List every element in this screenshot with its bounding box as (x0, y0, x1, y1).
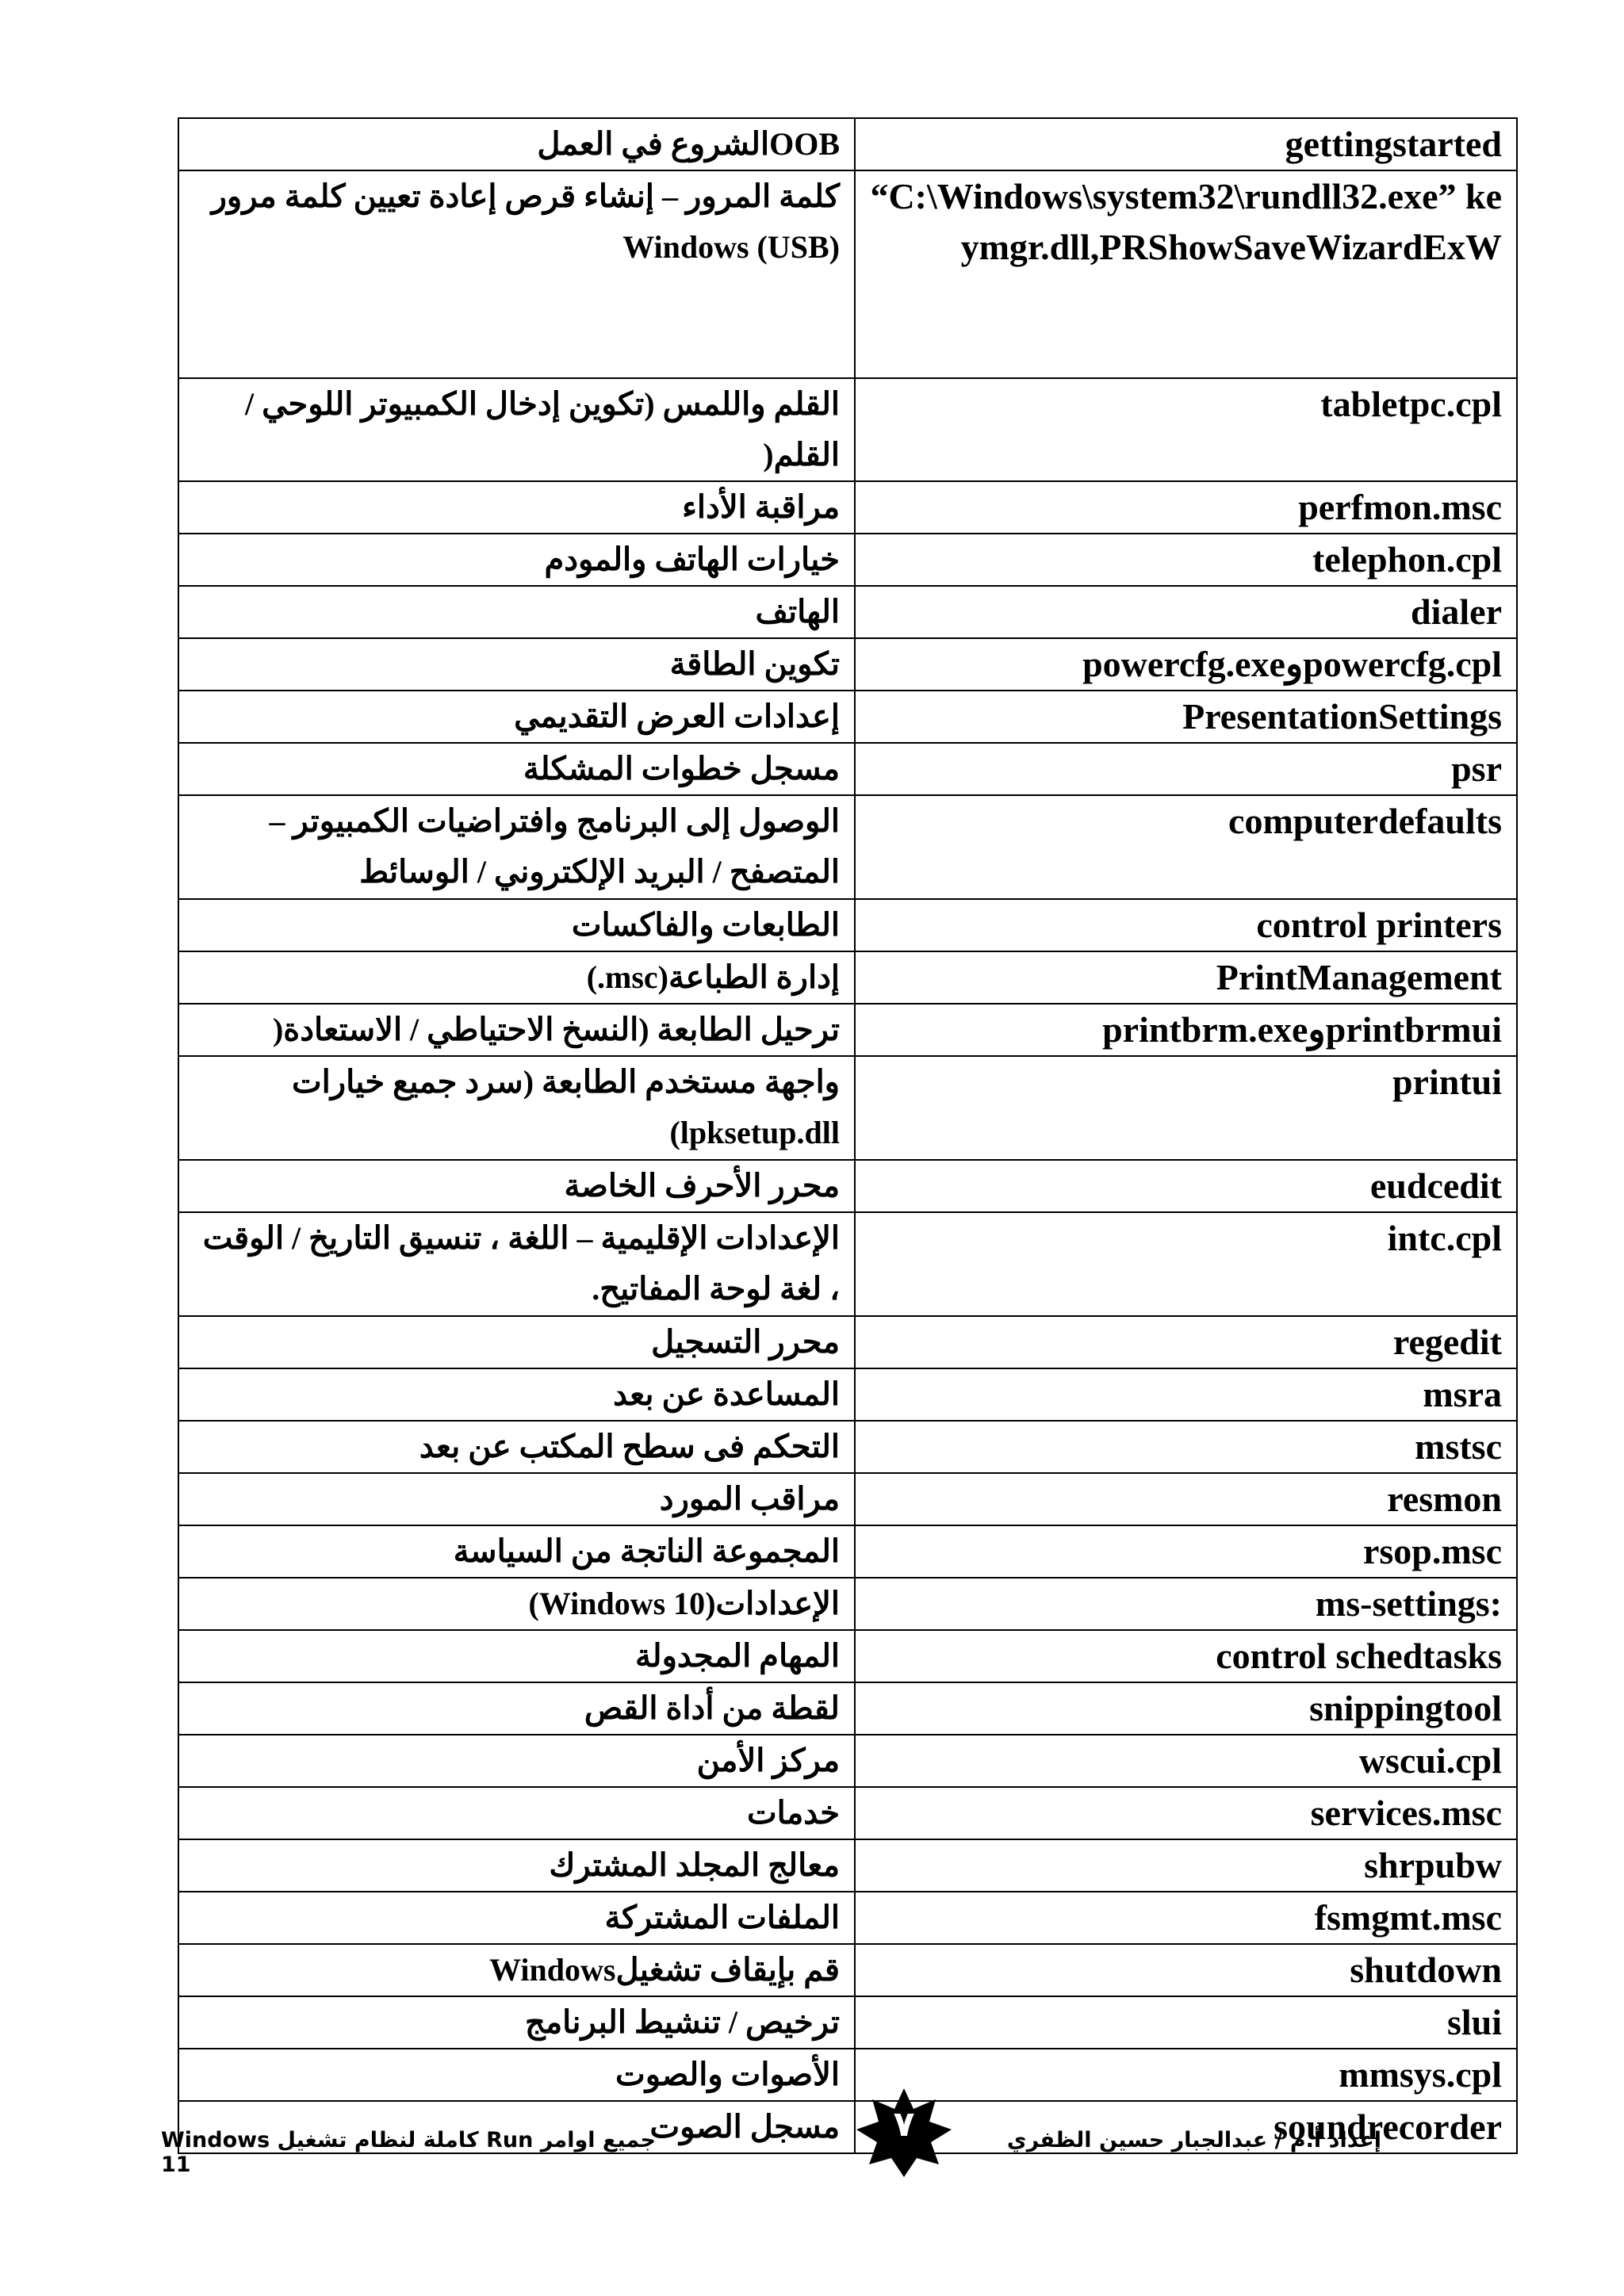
command-cell: control schedtasks (855, 1630, 1517, 1682)
command-cell: regedit (855, 1316, 1517, 1368)
table-row (178, 1368, 1517, 1421)
description-cell: مراقبة الأداء (178, 481, 855, 534)
description-cell: محرر الأحرف الخاصة (178, 1160, 855, 1212)
description-cell: مسجل خطوات المشكلة (178, 743, 855, 795)
command-cell: mstsc (855, 1421, 1517, 1473)
command-cell: services.msc (855, 1787, 1517, 1839)
table-row (178, 1735, 1517, 1787)
description-cell: تكوين الطاقة (178, 638, 855, 691)
table-row (178, 691, 1517, 743)
description-cell: كلمة المرور – إنشاء قرص إعادة تعيين كلمة مرور Windows (USB) (178, 170, 855, 378)
description-cell: القلم واللمس (تكوين إدخال الكمبيوتر اللوحي / القلم( (178, 378, 855, 481)
table-row (178, 1892, 1517, 1944)
command-cell: tabletpc.cpl (855, 378, 1517, 481)
command-cell: mmsys.cpl (855, 2049, 1517, 2101)
command-cell: telephon.cpl (855, 534, 1517, 586)
description-cell: المهام المجدولة (178, 1630, 855, 1682)
table-row (178, 1630, 1517, 1682)
command-cell: fsmgmt.msc (855, 1892, 1517, 1944)
description-cell: الهاتف (178, 586, 855, 638)
command-cell: shutdown (855, 1944, 1517, 1996)
description-cell: الطابعات والفاكسات (178, 899, 855, 951)
description-cell: واجهة مستخدم الطابعة (سرد جميع خيارات lpksetup.dll) (178, 1056, 855, 1160)
table-row (178, 1056, 1517, 1160)
description-cell: الإعدادات(Windows 10) (178, 1578, 855, 1630)
description-cell: إدارة الطباعة(msc.) (178, 951, 855, 1004)
table-row (178, 1839, 1517, 1892)
table-row (178, 743, 1517, 795)
footer-author: إعداد أ.م / عبدالجبار حسين الظفري (1006, 2128, 1381, 2152)
run-commands-table (178, 117, 1518, 2154)
table-row (178, 1525, 1517, 1578)
table-row (178, 1682, 1517, 1735)
description-cell: خيارات الهاتف والمودم (178, 534, 855, 586)
description-cell: محرر التسجيل (178, 1316, 855, 1368)
description-cell: ترخيص / تنشيط البرنامج (178, 1996, 855, 2049)
command-cell: PresentationSettings (855, 691, 1517, 743)
command-cell: rsop.msc (855, 1525, 1517, 1578)
description-cell: مركز الأمن (178, 1735, 855, 1787)
command-cell: printbrm.exeوprintbrmui (855, 1004, 1517, 1056)
description-cell: لقطة من أداة القص (178, 1682, 855, 1735)
description-cell: خدمات (178, 1787, 855, 1839)
command-cell: soundrecorder (855, 2101, 1517, 2153)
table-row (178, 481, 1517, 534)
command-cell: printui (855, 1056, 1517, 1160)
command-cell: dialer (855, 586, 1517, 638)
command-cell: eudcedit (855, 1160, 1517, 1212)
description-cell: قم بإيقاف تشغيلWindows (178, 1944, 855, 1996)
table-row (178, 1421, 1517, 1473)
description-cell: التحكم فى سطح المكتب عن بعد (178, 1421, 855, 1473)
table-row (178, 118, 1517, 170)
table-row (178, 1004, 1517, 1056)
table-row (178, 170, 1517, 378)
command-cell: control printers (855, 899, 1517, 951)
command-cell: msra (855, 1368, 1517, 1421)
command-cell: gettingstarted (855, 118, 1517, 170)
command-cell: computerdefaults (855, 795, 1517, 899)
table-row (178, 1473, 1517, 1525)
table-row (178, 795, 1517, 899)
table-row (178, 2049, 1517, 2101)
table-row (178, 1996, 1517, 2049)
command-cell: slui (855, 1996, 1517, 2049)
description-cell: إعدادات العرض التقديمي (178, 691, 855, 743)
table-row (178, 534, 1517, 586)
table-row (178, 1160, 1517, 1212)
table-row (178, 1316, 1517, 1368)
command-cell: “C:\Windows\system32\rundll32.exe” keymgr.dll,PRShowSaveWizardExW (855, 170, 1517, 378)
command-cell: resmon (855, 1473, 1517, 1525)
description-cell: معالج المجلد المشترك (178, 1839, 855, 1892)
description-cell: المجموعة الناتجة من السياسة (178, 1525, 855, 1578)
table-row (178, 951, 1517, 1004)
description-cell: الوصول إلى البرنامج وافتراضيات الكمبيوتر – المتصفح / البريد الإلكتروني / الوسائط (178, 795, 855, 899)
description-cell: الإعدادات الإقليمية – اللغة ، تنسيق التاريخ / الوقت ، لغة لوحة المفاتيح. (178, 1212, 855, 1316)
command-cell: powercfg.exeوpowercfg.cpl (855, 638, 1517, 691)
description-cell: ترحيل الطابعة (النسخ الاحتياطي / الاستعادة( (178, 1004, 855, 1056)
description-cell: مراقب المورد (178, 1473, 855, 1525)
table-row (178, 638, 1517, 691)
command-cell: shrpubw (855, 1839, 1517, 1892)
command-cell: snippingtool (855, 1682, 1517, 1735)
page-number: ٧ (893, 2104, 915, 2145)
command-cell: PrintManagement (855, 951, 1517, 1004)
table-row (178, 1944, 1517, 1996)
command-cell: wscui.cpl (855, 1735, 1517, 1787)
table-row (178, 899, 1517, 951)
command-cell: perfmon.msc (855, 481, 1517, 534)
description-cell: مسجل الصوت (178, 2101, 855, 2153)
table-row (178, 1578, 1517, 1630)
table-row (178, 1212, 1517, 1316)
description-cell: OOBالشروع في العمل (178, 118, 855, 170)
table-row (178, 1787, 1517, 1839)
command-cell: psr (855, 743, 1517, 795)
command-cell: ms-settings: (855, 1578, 1517, 1630)
command-cell: intc.cpl (855, 1212, 1517, 1316)
footer-document-title: جميع اوامر Run كاملة لنظام تشغيل Windows 11 (161, 2128, 656, 2177)
table-row (178, 378, 1517, 481)
description-cell: المساعدة عن بعد (178, 1368, 855, 1421)
description-cell: الملفات المشتركة (178, 1892, 855, 1944)
table-row (178, 586, 1517, 638)
description-cell: الأصوات والصوت (178, 2049, 855, 2101)
